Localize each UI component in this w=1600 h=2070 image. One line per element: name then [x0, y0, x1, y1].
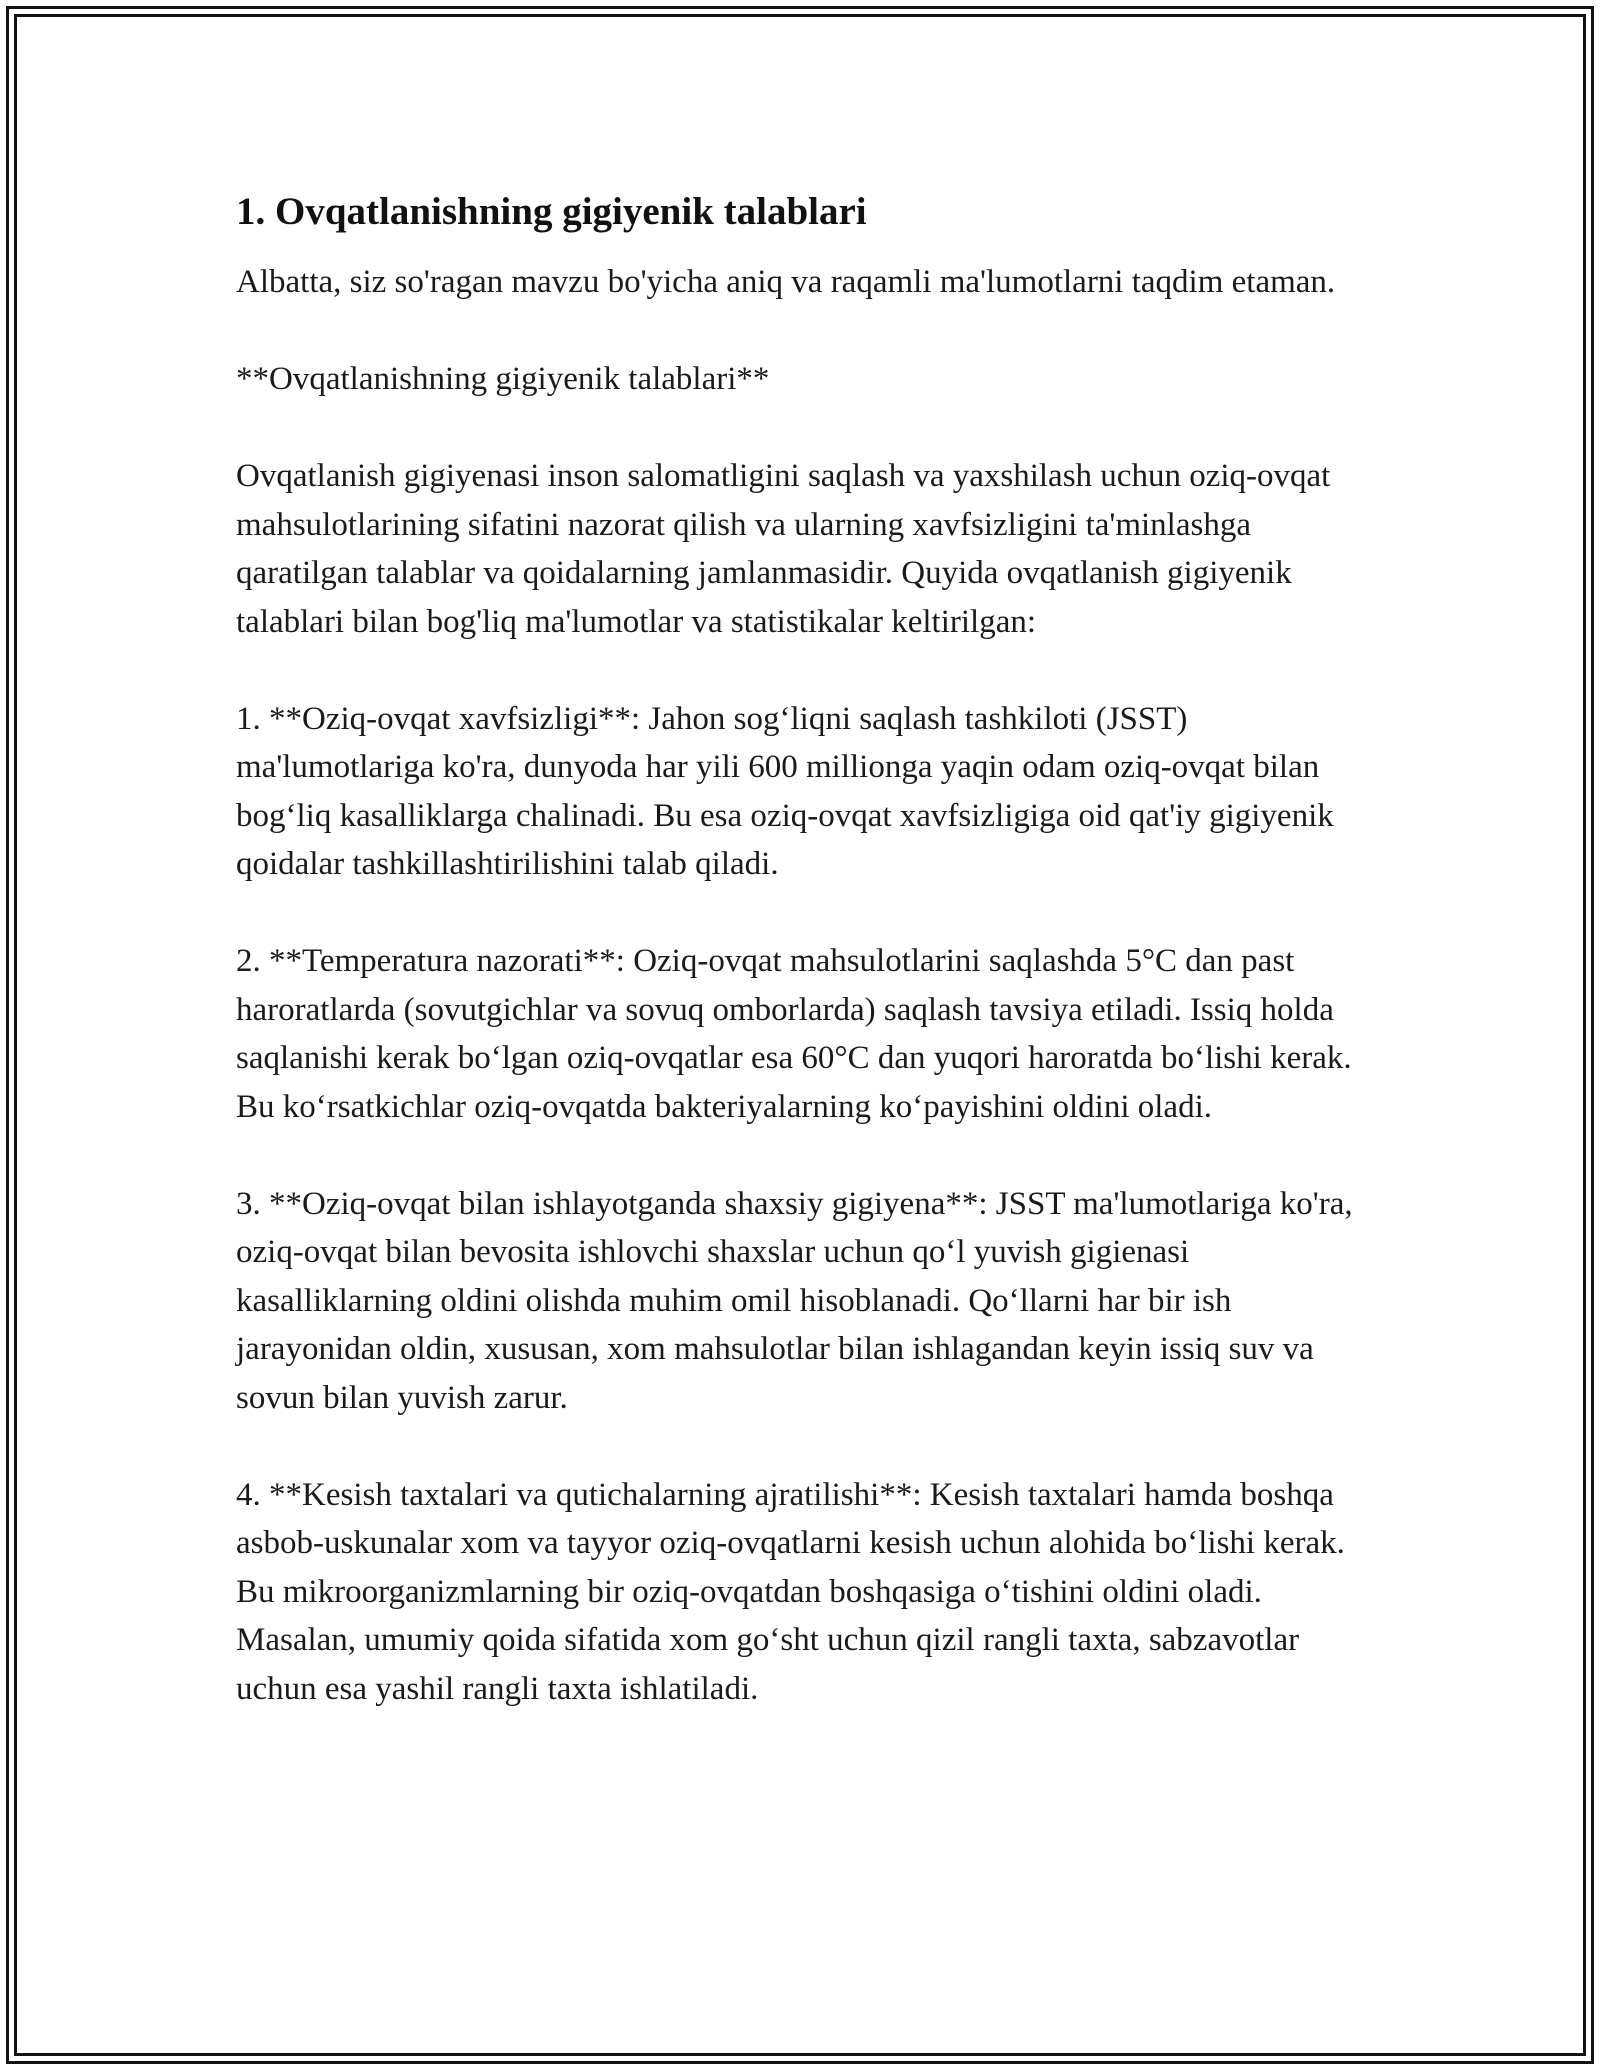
intro-paragraph: Albatta, siz so'ragan mavzu bo'yicha aniq va raqamli ma'lumotlarni taqdim etaman. — [236, 264, 1336, 300]
section-heading: 1. Ovqatlanishning gigiyenik talablari — [236, 190, 867, 233]
bold-title-paragraph: **Ovqatlanishning gigiyenik talablari** — [236, 361, 770, 397]
list-item-food-safety: 1. **Oziq-ovqat xavfsizligi**: Jahon sog‘liqni saqlash tashkiloti (JSST) ma'lumotlariga ko'ra, dunyoda har yili 600 millionga yaqin odam oziq-ovqat bilan bog‘liq kasalliklarga chalinadi. Bu esa oziq-ovqat xavfsizligiga oid qat'iy gigiyenik qoidalar tashkillashtirilishini talab qiladi. — [236, 700, 1334, 882]
list-item-cutting-boards: 4. **Kesish taxtalari va qutichalarning ajratilishi**: Kesish taxtalari hamda boshqa asbob-uskunalar xom va tayyor oziq-ovqatlarni kesish uchun alohida bo‘lishi kerak. Bu mikroorganizmlarning bir oziq-ovqatdan boshqasiga o‘tishini oldini oladi. Masalan, umumiy qoida sifatida xom go‘sht uchun qizil rangli taxta, sabzavotlar uchun esa yashil rangli taxta ishlatiladi. — [236, 1476, 1345, 1707]
document-body — [236, 186, 1366, 1762]
list-item-personal-hygiene: 3. **Oziq-ovqat bilan ishlayotganda shaxsiy gigiyena**: JSST ma'lumotlariga ko'ra, oziq-ovqat bilan bevosita ishlovchi shaxslar uchun qo‘l yuvish gigienasi kasalliklarning oldini olishda muhim omil hisoblanadi. Qo‘llarni har bir ish jarayonidan oldin, xususan, xom mahsulotlar bilan ishlagandan keyin issiq suv va sovun bilan yuvish zarur. — [236, 1185, 1353, 1416]
list-item-temperature-control: 2. **Temperatura nazorati**: Oziq-ovqat mahsulotlarini saqlashda 5°C dan past haroratlarda (sovutgichlar va sovuq omborlarda) saqlash tavsiya etiladi. Issiq holda saqlanishi kerak bo‘lgan oziq-ovqatlar esa 60°C dan yuqori haroratda bo‘lishi kerak. Bu ko‘rsatkichlar oziq-ovqatda bakteriyalarning ko‘payishini oldini oladi. — [236, 943, 1352, 1125]
definition-paragraph: Ovqatlanish gigiyenasi inson salomatligini saqlash va yaxshilash uchun oziq-ovqat mahsulotlarining sifatini nazorat qilish va ularning xavfsizligini ta'minlashga qaratilgan talablar va qoidalarning jamlanmasidir. Quyida ovqatlanish gigiyenik talablari bilan bog'liq ma'lumotlar va statistikalar keltirilgan: — [236, 458, 1331, 640]
